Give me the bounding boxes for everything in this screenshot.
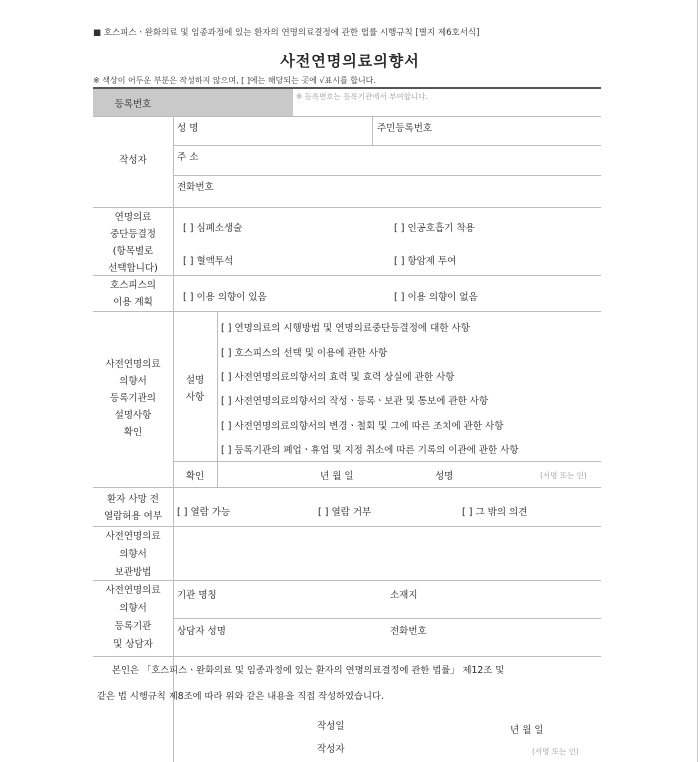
viewing-label-line: 열람허용 여부 [103, 511, 163, 522]
registration-label: 등록번호 [114, 99, 152, 110]
explanation-item[interactable]: [ ] 연명의료의 시행방법 및 연명의료중단등결정에 대한 사항 [221, 323, 470, 334]
option-viewing-other[interactable]: [ ] 그 밖의 의견 [462, 507, 528, 518]
sub-label-divider [217, 311, 218, 461]
institution-label-line: 등록기관 [114, 621, 152, 632]
explanation-item[interactable]: [ ] 호스피스의 선택 및 이용에 관한 사항 [221, 348, 388, 359]
declaration-line-2: 같은 법 시행규칙 제8조에 따라 위와 같은 내용을 직접 작성하였습니다. [97, 691, 384, 702]
row-divider [93, 207, 601, 208]
row-divider [93, 656, 601, 657]
storage-label-line: 의향서 [119, 549, 147, 560]
option-chemotherapy[interactable]: [ ] 항암제 투여 [394, 256, 457, 267]
explanation-label-line: 의향서 [119, 376, 147, 387]
institution-name-label: 기관 명칭 [177, 590, 217, 601]
storage-label [93, 528, 173, 582]
registration-hint: ※ 등록번호는 등록기관에서 부여합니다. [296, 92, 428, 101]
form-title: 사전연명의료의향서 [280, 52, 420, 70]
option-viewing-allowed[interactable]: [ ] 열람 가능 [177, 507, 231, 518]
counselor-name-label: 상담자 성명 [177, 626, 226, 637]
viewing-label [93, 491, 173, 525]
writer-address-label: 주 소 [177, 152, 199, 163]
hospice-label [93, 277, 173, 311]
explanation-label-line: 등록기관의 [110, 393, 156, 404]
name-divider [372, 116, 373, 145]
storage-label-line: 사전연명의료 [105, 531, 161, 542]
row-divider [173, 145, 601, 146]
suspension-label-line: (항목별로 [112, 246, 154, 257]
explanation-sub-label-line: 설명 [185, 375, 205, 386]
resident-number-label: 주민등록번호 [377, 123, 433, 134]
suspension-label-line: 중단등결정 [110, 229, 156, 240]
explanation-label-line: 설명사항 [114, 410, 152, 421]
option-cpr[interactable]: [ ] 심폐소생술 [183, 223, 243, 234]
explanation-date[interactable]: 년 월 일 [320, 471, 354, 482]
institution-label [93, 582, 173, 654]
row-divider [93, 311, 601, 312]
writer-name-label: 성 명 [177, 123, 199, 134]
explanation-confirm-label: 확인 [185, 471, 205, 482]
explanation-label [93, 356, 173, 441]
row-divider [173, 618, 601, 619]
hospice-label-line: 이용 계획 [113, 297, 153, 308]
explanation-signature-label[interactable]: 성명 [435, 471, 454, 482]
law-header: ■ 호스피스ㆍ완화의료 및 임종과정에 있는 환자의 연명의료결정에 관한 법률 시행규칙 [별지 제6호서식] [93, 28, 480, 38]
counselor-phone-label: 전화번호 [390, 626, 427, 637]
option-hospice-no[interactable]: [ ] 이용 의향이 없음 [394, 292, 478, 303]
explanation-sub-label-line: 사항 [185, 392, 205, 403]
row-divider [93, 580, 601, 581]
suspension-label-line: 연명의료 [114, 212, 152, 223]
suspension-label-line: 선택합니다) [108, 263, 158, 274]
row-divider [93, 275, 601, 276]
row-divider [93, 526, 601, 527]
explanation-item[interactable]: [ ] 사전연명의료의향서의 변경ㆍ철회 및 그에 따른 조치에 관한 사항 [221, 421, 504, 432]
option-dialysis[interactable]: [ ] 혈액투석 [183, 256, 234, 267]
explanation-sign-hint: (서명 또는 인) [540, 471, 587, 480]
row-divider [93, 487, 601, 488]
row-divider [173, 175, 601, 176]
institution-label-line: 의향서 [119, 603, 147, 614]
explanation-sub-label [173, 372, 217, 406]
option-ventilator[interactable]: [ ] 인공호흡기 착용 [394, 223, 475, 234]
label-column-divider [173, 116, 174, 494]
hospice-label-line: 호스피스의 [110, 280, 156, 291]
row-divider [93, 116, 601, 117]
explanation-item[interactable]: [ ] 사전연명의료의향서의 작성ㆍ등록ㆍ보관 및 통보에 관한 사항 [221, 396, 489, 407]
writer-label: 작성자 [119, 155, 147, 166]
institution-label-line: 사전연명의료 [105, 585, 161, 596]
footer-sign-hint: (서명 또는 인) [532, 747, 579, 756]
suspension-label [93, 209, 173, 277]
explanation-label-line: 확인 [123, 427, 143, 438]
written-date[interactable]: 년 월 일 [510, 725, 544, 736]
declaration-line-1: 본인은 「호스피스ㆍ완화의료 및 임종과정에 있는 환자의 연명의료결정에 관한 법률」 제12조 및 [112, 665, 505, 676]
label-column-divider-lower [173, 487, 174, 762]
row-divider [173, 461, 601, 462]
form-note: ※ 색상이 어두운 부분은 작성하지 않으며, [ ]에는 해당되는 곳에 √표시를 합니다. [93, 76, 376, 85]
option-viewing-denied[interactable]: [ ] 열람 거부 [318, 507, 372, 518]
viewing-label-line: 환자 사망 전 [107, 494, 159, 505]
institution-label-line: 및 상담자 [113, 639, 153, 650]
storage-label-line: 보관방법 [114, 567, 152, 578]
institution-location-label: 소재지 [390, 590, 418, 601]
writer-phone-label: 전화번호 [177, 182, 214, 193]
written-date-label: 작성일 [317, 721, 345, 732]
option-hospice-yes[interactable]: [ ] 이용 의향이 있음 [183, 292, 267, 303]
explanation-item[interactable]: [ ] 등록기관의 폐업ㆍ휴업 및 지정 취소에 따른 기록의 이관에 관한 사항 [221, 445, 519, 456]
confirm-divider [217, 461, 218, 487]
page-edge [697, 0, 698, 762]
explanation-label-line: 사전연명의료 [105, 359, 161, 370]
writer-signature-label: 작성자 [317, 744, 345, 755]
explanation-item[interactable]: [ ] 사전연명의료의향서의 효력 및 효력 상실에 관한 사항 [221, 372, 455, 383]
